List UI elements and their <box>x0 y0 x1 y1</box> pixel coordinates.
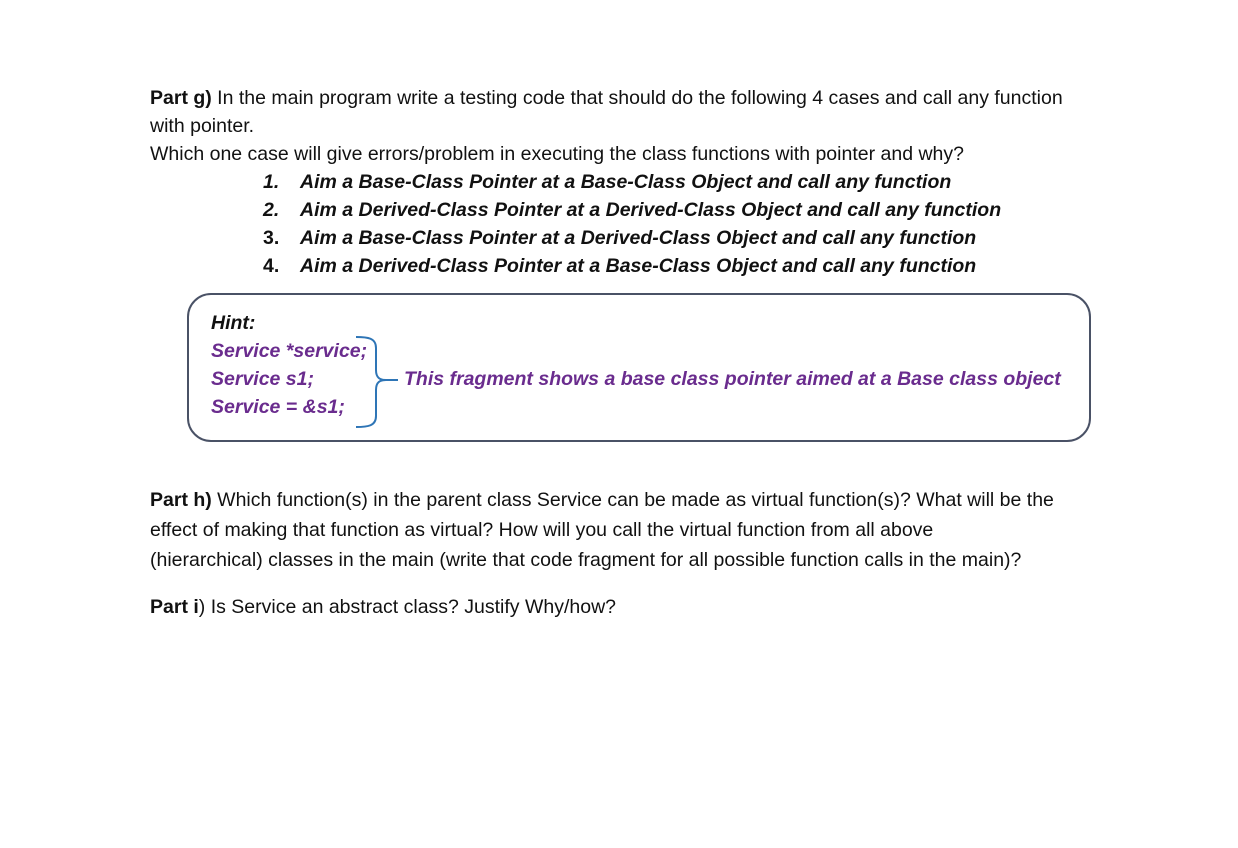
part-i-label: Part i <box>150 596 199 618</box>
part-g-label: Part g) <box>150 87 212 109</box>
case-number-3: 3. <box>263 227 280 249</box>
case-number-2: 2. <box>263 199 280 221</box>
part-g-line-2: with pointer. <box>150 115 255 137</box>
case-text-2: Aim a Derived-Class Pointer at a Derived-Class Object and call any function <box>300 199 1002 221</box>
part-h-line-3: (hierarchical) classes in the main (write that code fragment for all possible function calls in the main)? <box>150 549 1022 571</box>
part-h-label: Part h) <box>150 489 212 511</box>
hint-code-line-2: Service s1; <box>211 368 314 390</box>
case-number-4: 4. <box>263 255 280 277</box>
hint-title: Hint: <box>211 312 256 334</box>
case-text-3: Aim a Base-Class Pointer at a Derived-Class Object and call any function <box>300 227 977 249</box>
part-g-line-1 <box>150 84 1063 112</box>
case-number-1: 1. <box>263 171 280 193</box>
part-g-text-1: In the main program write a testing code that should do the following 4 cases and call any function <box>211 87 1063 109</box>
part-i-line <box>150 592 616 622</box>
hint-fragment-note: This fragment shows a base class pointer aimed at a Base class object <box>404 368 1061 390</box>
part-g-line-3: Which one case will give errors/problem in executing the class functions with pointer and why? <box>150 143 964 165</box>
hint-code-line-1: Service *service; <box>211 340 368 362</box>
hint-code-line-3: Service = &s1; <box>211 396 345 418</box>
case-text-4: Aim a Derived-Class Pointer at a Base-Class Object and call any function <box>300 255 977 277</box>
part-i-text: ) Is Service an abstract class? Justify Why/how? <box>198 596 617 618</box>
part-h-line-1 <box>150 485 1054 515</box>
case-text-1: Aim a Base-Class Pointer at a Base-Class Object and call any function <box>300 171 952 193</box>
part-h-text-1: Which function(s) in the parent class Service can be made as virtual function(s)? What will be the <box>211 489 1054 511</box>
curly-brace-icon <box>352 334 402 430</box>
part-h-line-2: effect of making that function as virtual? How will you call the virtual function from all above <box>150 519 934 541</box>
